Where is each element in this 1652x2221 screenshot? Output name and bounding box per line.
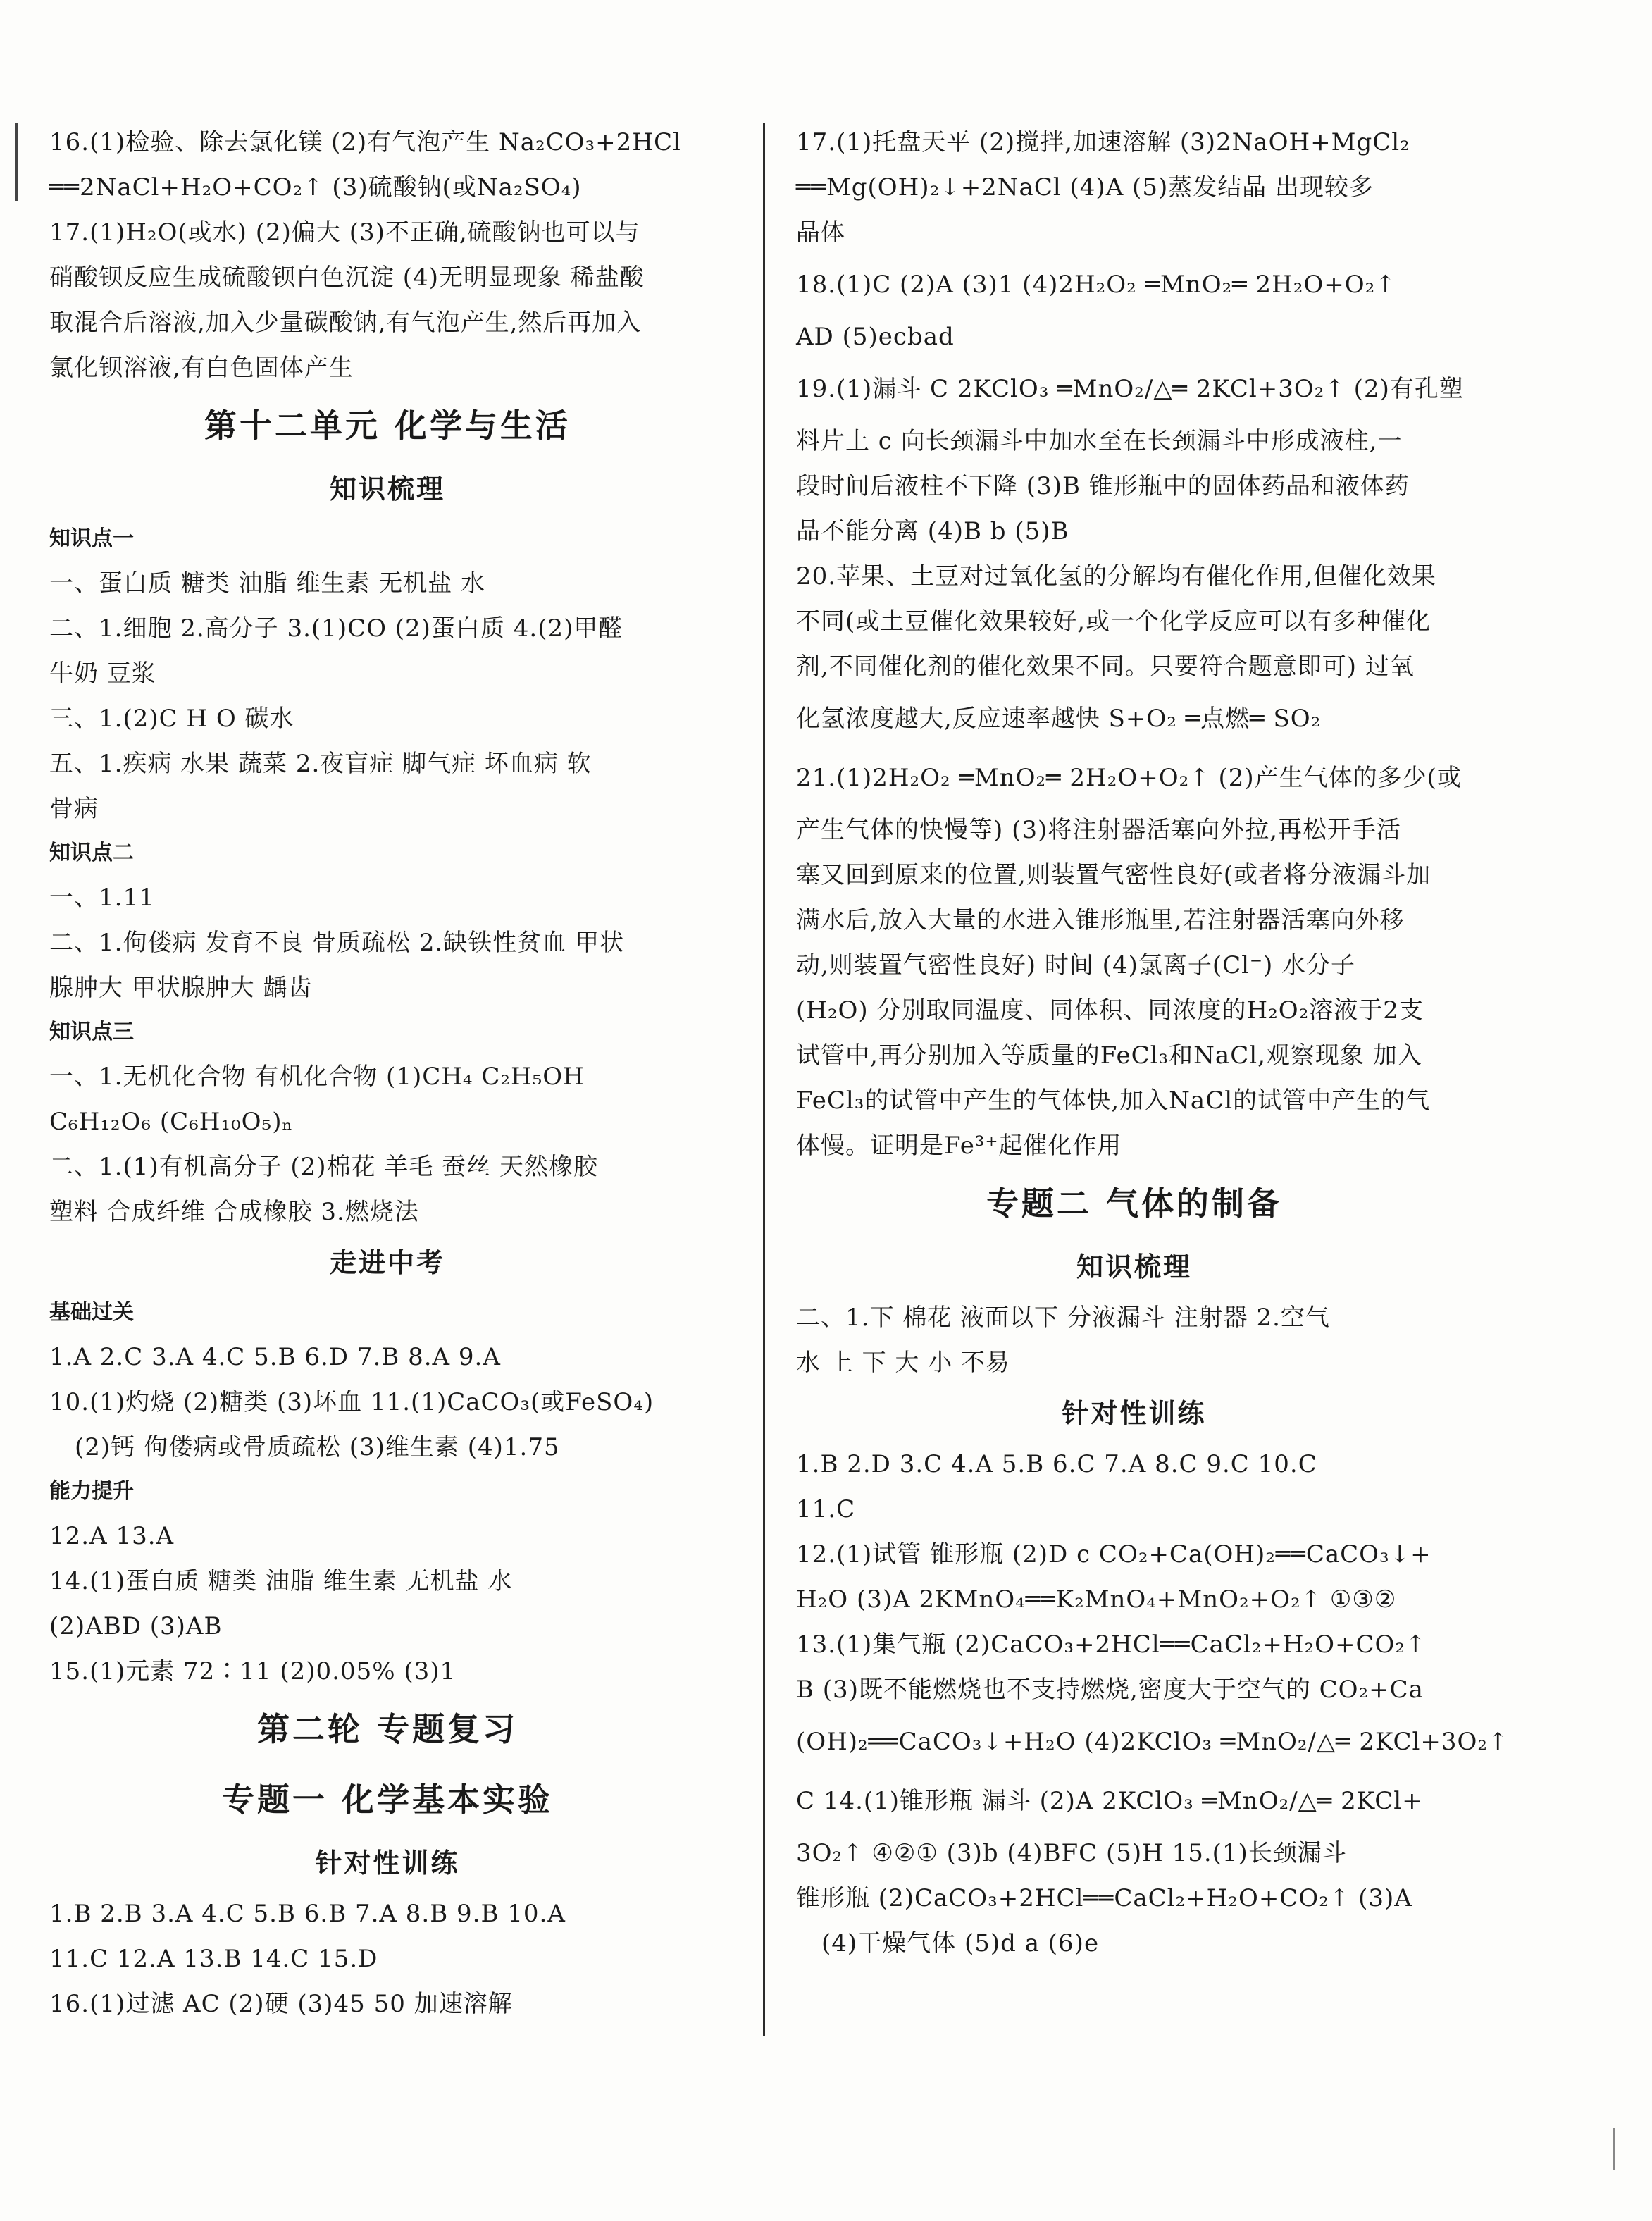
answer-line: 12.A 13.A (49, 1522, 175, 1550)
answer-line: 17.(1)托盘天平 (2)搅拌,加速溶解 (3)2NaOH+MgCl₂ (796, 128, 1410, 156)
knowledge-point-heading: 知识点二 (49, 841, 134, 865)
section-title: 第二轮 专题复习 (256, 1710, 518, 1748)
knowledge-point-heading: 知识点一 (49, 526, 134, 551)
section-subtitle: 知识梳理 (1076, 1251, 1192, 1282)
section-title: 专题一 化学基本实验 (221, 1781, 553, 1819)
answer-line: 20.苹果、土豆对过氧化氢的分解均有催化作用,但催化效果 (796, 562, 1436, 590)
answer-line: 1.B 2.B 3.A 4.C 5.B 6.B 7.A 8.B 9.B 10.A (49, 1900, 566, 1928)
answer-line: 腺肿大 甲状腺肿大 龋齿 (49, 974, 313, 1002)
section-subtitle: 针对性训练 (315, 1848, 460, 1879)
section-title: 第十二单元 化学与生活 (204, 407, 571, 445)
answer-line: 一、1.11 (49, 884, 155, 912)
answer-line: 一、1.无机化合物 有机化合物 (1)CH₄ C₂H₅OH (49, 1063, 585, 1091)
answer-line: (OH)₂══CaCO₃↓+H₂O (4)2KClO₃ ═MnO₂/△═ 2KCl+3O₂↑ (796, 1728, 1509, 1756)
knowledge-point-heading: 知识点三 (49, 1020, 134, 1044)
answer-line: 三、1.(2)C H O 碳水 (49, 705, 294, 733)
answer-line: 1.A 2.C 3.A 4.C 5.B 6.D 7.B 8.A 9.A (49, 1343, 501, 1371)
answer-line: 段时间后液柱不下降 (3)B 锥形瓶中的固体药品和液体药 (796, 472, 1410, 500)
answer-line: 一、蛋白质 糖类 油脂 维生素 无机盐 水 (49, 569, 486, 598)
answer-line: 13.(1)集气瓶 (2)CaCO₃+2HCl══CaCl₂+H₂O+CO₂↑ (796, 1631, 1427, 1659)
answer-line: 二、1.下 棉花 液面以下 分液漏斗 注射器 2.空气 (796, 1304, 1330, 1332)
answer-line: 五、1.疾病 水果 蔬菜 2.夜盲症 脚气症 坏血病 软 (49, 750, 592, 778)
answer-line: FeCl₃的试管中产生的气体快,加入NaCl的试管中产生的气 (796, 1087, 1431, 1115)
answer-line: 不同(或土豆催化效果较好,或一个化学反应可以有多种催化 (796, 607, 1431, 636)
answer-line: B (3)既不能燃烧也不支持燃烧,密度大于空气的 CO₂+Ca (796, 1676, 1424, 1704)
answer-line: (2)ABD (3)AB (49, 1612, 223, 1640)
answer-line: 水 上 下 大 小 不易 (796, 1349, 1011, 1377)
answer-line: 二、1.佝偻病 发育不良 骨质疏松 2.缺铁性贫血 甲状 (49, 929, 625, 957)
section-subtitle: 针对性训练 (1062, 1398, 1207, 1429)
answer-line: 化氢浓度越大,反应速率越快 S+O₂ ═点燃═ SO₂ (796, 705, 1322, 733)
answer-line: 10.(1)灼烧 (2)糖类 (3)坏血 11.(1)CaCO₃(或FeSO₄) (49, 1388, 654, 1416)
answer-line: 18.(1)C (2)A (3)1 (4)2H₂O₂ ═MnO₂═ 2H₂O+O₂↑ (796, 271, 1396, 299)
answer-line: C 14.(1)锥形瓶 漏斗 (2)A 2KClO₃ ═MnO₂/△═ 2KCl+ (796, 1787, 1423, 1815)
answer-line: 15.(1)元素 72∶11 (2)0.05% (3)1 (49, 1657, 457, 1685)
answer-line: 16.(1)过滤 AC (2)硬 (3)45 50 加速溶解 (49, 1990, 513, 2018)
answer-line: 氯化钡溶液,有白色固体产生 (49, 354, 354, 382)
answer-line: 体慢。证明是Fe³⁺起催化作用 (796, 1132, 1122, 1160)
column-divider (763, 123, 765, 2036)
answer-line: 试管中,再分别加入等质量的FeCl₃和NaCl,观察现象 加入 (796, 1041, 1422, 1070)
right-column (796, 120, 1509, 1966)
page-edge-mark (1613, 2128, 1615, 2170)
answer-line: 牛奶 豆浆 (49, 660, 156, 688)
answer-line: 晶体 (796, 218, 845, 247)
answer-line: 19.(1)漏斗 C 2KClO₃ ═MnO₂/△═ 2KCl+3O₂↑ (2)有孔塑 (796, 375, 1464, 403)
answer-line: (4)干燥气体 (5)d a (6)e (821, 1929, 1100, 1957)
answer-line: H₂O (3)A 2KMnO₄══K₂MnO₄+MnO₂+O₂↑ ①③② (796, 1585, 1397, 1614)
answer-line: 二、1.细胞 2.高分子 3.(1)CO (2)蛋白质 4.(2)甲醛 (49, 614, 623, 643)
answer-line: 满水后,放入大量的水进入锥形瓶里,若注射器活塞向外移 (796, 906, 1405, 934)
answer-line: 12.(1)试管 锥形瓶 (2)D c CO₂+Ca(OH)₂══CaCO₃↓+ (796, 1540, 1431, 1569)
answer-line: 3O₂↑ ④②① (3)b (4)BFC (5)H 15.(1)长颈漏斗 (796, 1839, 1347, 1867)
section-subtitle: 走进中考 (329, 1247, 445, 1278)
answer-line: (2)钙 佝偻病或骨质疏松 (3)维生素 (4)1.75 (75, 1433, 560, 1461)
answer-line: 17.(1)H₂O(或水) (2)偏大 (3)不正确,硫酸钠也可以与 (49, 218, 640, 247)
answer-line: 塞又回到原来的位置,则装置气密性良好(或者将分液漏斗加 (796, 861, 1431, 889)
answer-line: 锥形瓶 (2)CaCO₃+2HCl══CaCl₂+H₂O+CO₂↑ (3)A (796, 1884, 1412, 1912)
answer-line: ══2NaCl+H₂O+CO₂↑ (3)硫酸钠(或Na₂SO₄) (49, 173, 582, 202)
answer-line: 骨病 (49, 795, 99, 823)
answer-line: 21.(1)2H₂O₂ ═MnO₂═ 2H₂O+O₂↑ (2)产生气体的多少(或 (796, 764, 1462, 792)
section-subtitle: 知识梳理 (329, 474, 445, 505)
answer-line: 11.C 12.A 13.B 14.C 15.D (49, 1945, 378, 1973)
answer-line: (H₂O) 分别取同温度、同体积、同浓度的H₂O₂溶液于2支 (796, 996, 1424, 1025)
answer-line: C₆H₁₂O₆ (C₆H₁₀O₅)ₙ (49, 1108, 294, 1136)
left-column (49, 120, 726, 2027)
answer-line: 1.B 2.D 3.C 4.A 5.B 6.C 7.A 8.C 9.C 10.C (796, 1450, 1317, 1478)
answer-line: 产生气体的快慢等) (3)将注射器活塞向外拉,再松开手活 (796, 816, 1402, 844)
answer-line: 硝酸钡反应生成硫酸钡白色沉淀 (4)无明显现象 稀盐酸 (49, 264, 645, 292)
answer-line: 14.(1)蛋白质 糖类 油脂 维生素 无机盐 水 (49, 1567, 513, 1595)
answer-line: 二、1.(1)有机高分子 (2)棉花 羊毛 蚕丝 天然橡胶 (49, 1153, 598, 1181)
answer-line: 取混合后溶液,加入少量碳酸钠,有气泡产生,然后再加入 (49, 309, 642, 337)
answer-line: 动,则装置气密性良好) 时间 (4)氯离子(Cl⁻) 水分子 (796, 951, 1356, 979)
answer-line: 料片上 c 向长颈漏斗中加水至在长颈漏斗中形成液柱,一 (796, 427, 1403, 455)
answer-line: 塑料 合成纤维 合成橡胶 3.燃烧法 (49, 1198, 419, 1226)
answer-line: 16.(1)检验、除去氯化镁 (2)有气泡产生 Na₂CO₃+2HCl (49, 128, 681, 156)
answer-line: 剂,不同催化剂的催化效果不同。只要符合题意即可) 过氧 (796, 652, 1415, 681)
answer-line: AD (5)ecbad (796, 323, 955, 351)
answer-line: 11.C (796, 1495, 856, 1523)
binding-edge-mark (15, 123, 18, 201)
answer-line: ══Mg(OH)₂↓+2NaCl (4)A (5)蒸发结晶 出现较多 (796, 173, 1374, 202)
answer-line: 品不能分离 (4)B b (5)B (796, 517, 1069, 545)
knowledge-point-heading: 能力提升 (49, 1479, 134, 1504)
knowledge-point-heading: 基础过关 (49, 1300, 134, 1325)
section-title: 专题二 气体的制备 (986, 1184, 1282, 1223)
